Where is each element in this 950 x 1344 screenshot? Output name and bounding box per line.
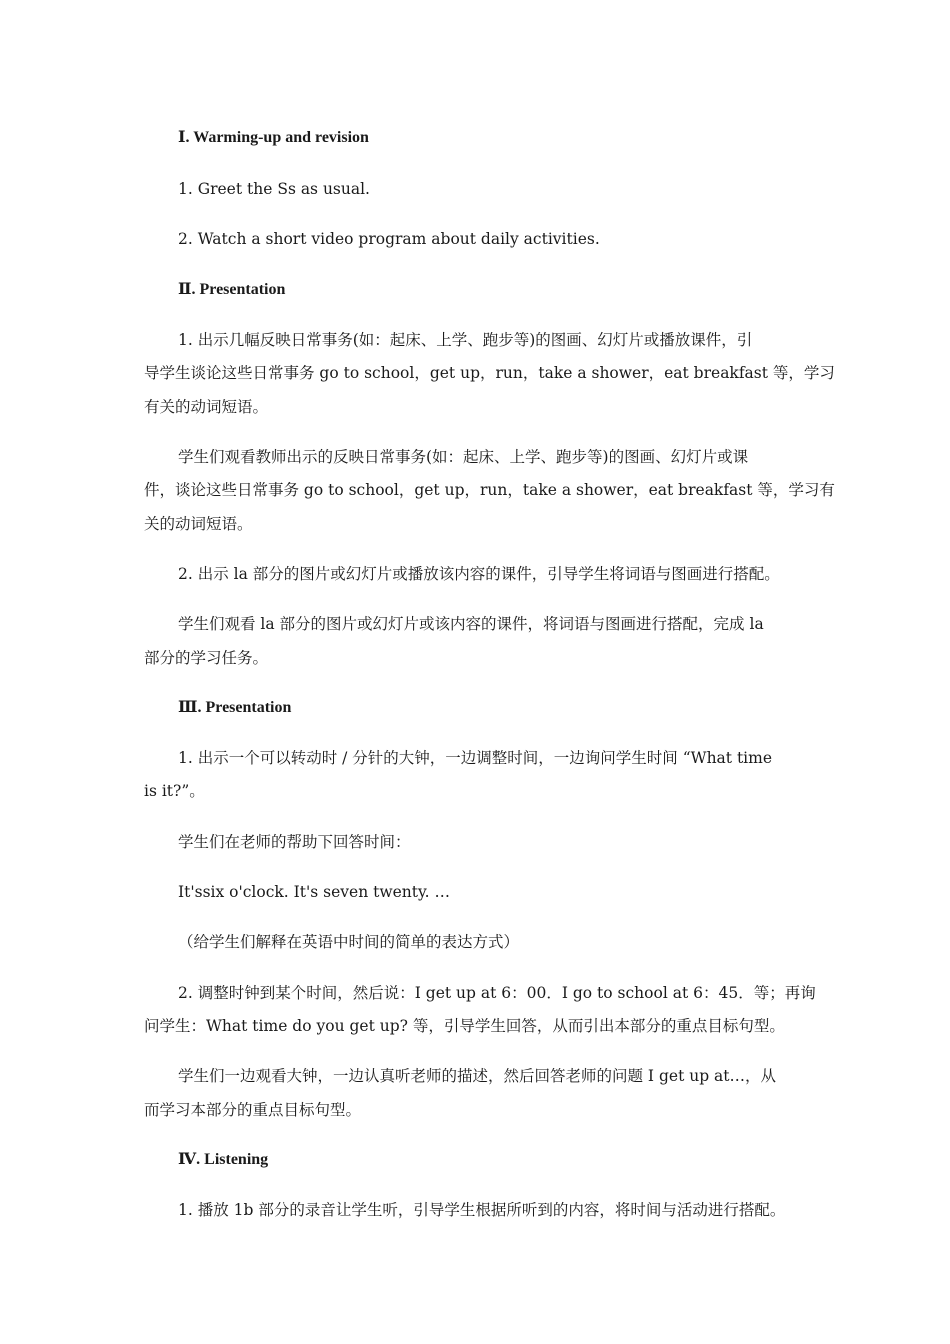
paragraph-line: 学生们在老师的帮助下回答时间： xyxy=(178,833,411,851)
section-heading-presentation-3: Ⅲ. Presentation xyxy=(178,699,292,716)
paragraph-line: 导学生谈论这些日常事务 go to school，get up，run，take a shower，eat breakfast 等，学习 xyxy=(144,364,835,382)
paragraph-line: 学生们一边观看大钟，一边认真听老师的描述，然后回答老师的问题 I get up at…，从 xyxy=(178,1067,777,1085)
section-heading-listening: Ⅳ. Listening xyxy=(178,1151,269,1168)
paragraph-line: 1. 播放 1b 部分的录音让学生听，引导学生根据所听到的内容，将时间与活动进行搭配。 xyxy=(178,1201,786,1219)
paragraph-line: 学生们观看 la 部分的图片或幻灯片或该内容的课件，将词语与图画进行搭配，完成 la xyxy=(178,615,764,633)
paragraph-line: 有关的动词短语。 xyxy=(144,398,269,416)
paragraph-line: 问学生：What time do you get up? 等，引导学生回答，从而引出本部分的重点目标句型。 xyxy=(144,1017,785,1035)
paragraph-line: 关的动词短语。 xyxy=(144,515,253,533)
paragraph-line: 2. 出示 la 部分的图片或幻灯片或播放该内容的课件，引导学生将词语与图画进行搭配。 xyxy=(178,565,780,583)
paragraph-line: （给学生们解释在英语中时间的简单的表达方式） xyxy=(178,933,520,951)
paragraph-line: 1. 出示一个可以转动时 / 分针的大钟，一边调整时间，一边询问学生时间 “What time xyxy=(178,749,773,767)
paragraph-line: is it?”。 xyxy=(144,782,205,800)
paragraph-line: 1. 出示几幅反映日常事务(如：起床、上学、跑步等)的图画、幻灯片或播放课件，引 xyxy=(178,331,753,349)
section-heading-presentation-2: Ⅱ. Presentation xyxy=(178,281,286,298)
paragraph-line: 2. 调整时钟到某个时间，然后说：I get up at 6：00．I go to school at 6：45．等；再询 xyxy=(178,984,816,1002)
paragraph-line: 而学习本部分的重点目标句型。 xyxy=(144,1101,362,1119)
paragraph-line: 2. Watch a short video program about daily activities. xyxy=(178,230,600,248)
section-heading-warming-up: Ⅰ. Warming-up and revision xyxy=(178,129,369,146)
paragraph-line: 部分的学习任务。 xyxy=(144,649,269,667)
paragraph-line: 件，谈论这些日常事务 go to school，get up，run，take a shower，eat breakfast 等，学习有 xyxy=(144,481,835,499)
paragraph-line: It'ssix o'clock. It's seven twenty. … xyxy=(178,883,451,901)
paragraph-line: 1. Greet the Ss as usual. xyxy=(178,180,370,198)
paragraph-line: 学生们观看教师出示的反映日常事务(如：起床、上学、跑步等)的图画、幻灯片或课 xyxy=(178,448,749,466)
